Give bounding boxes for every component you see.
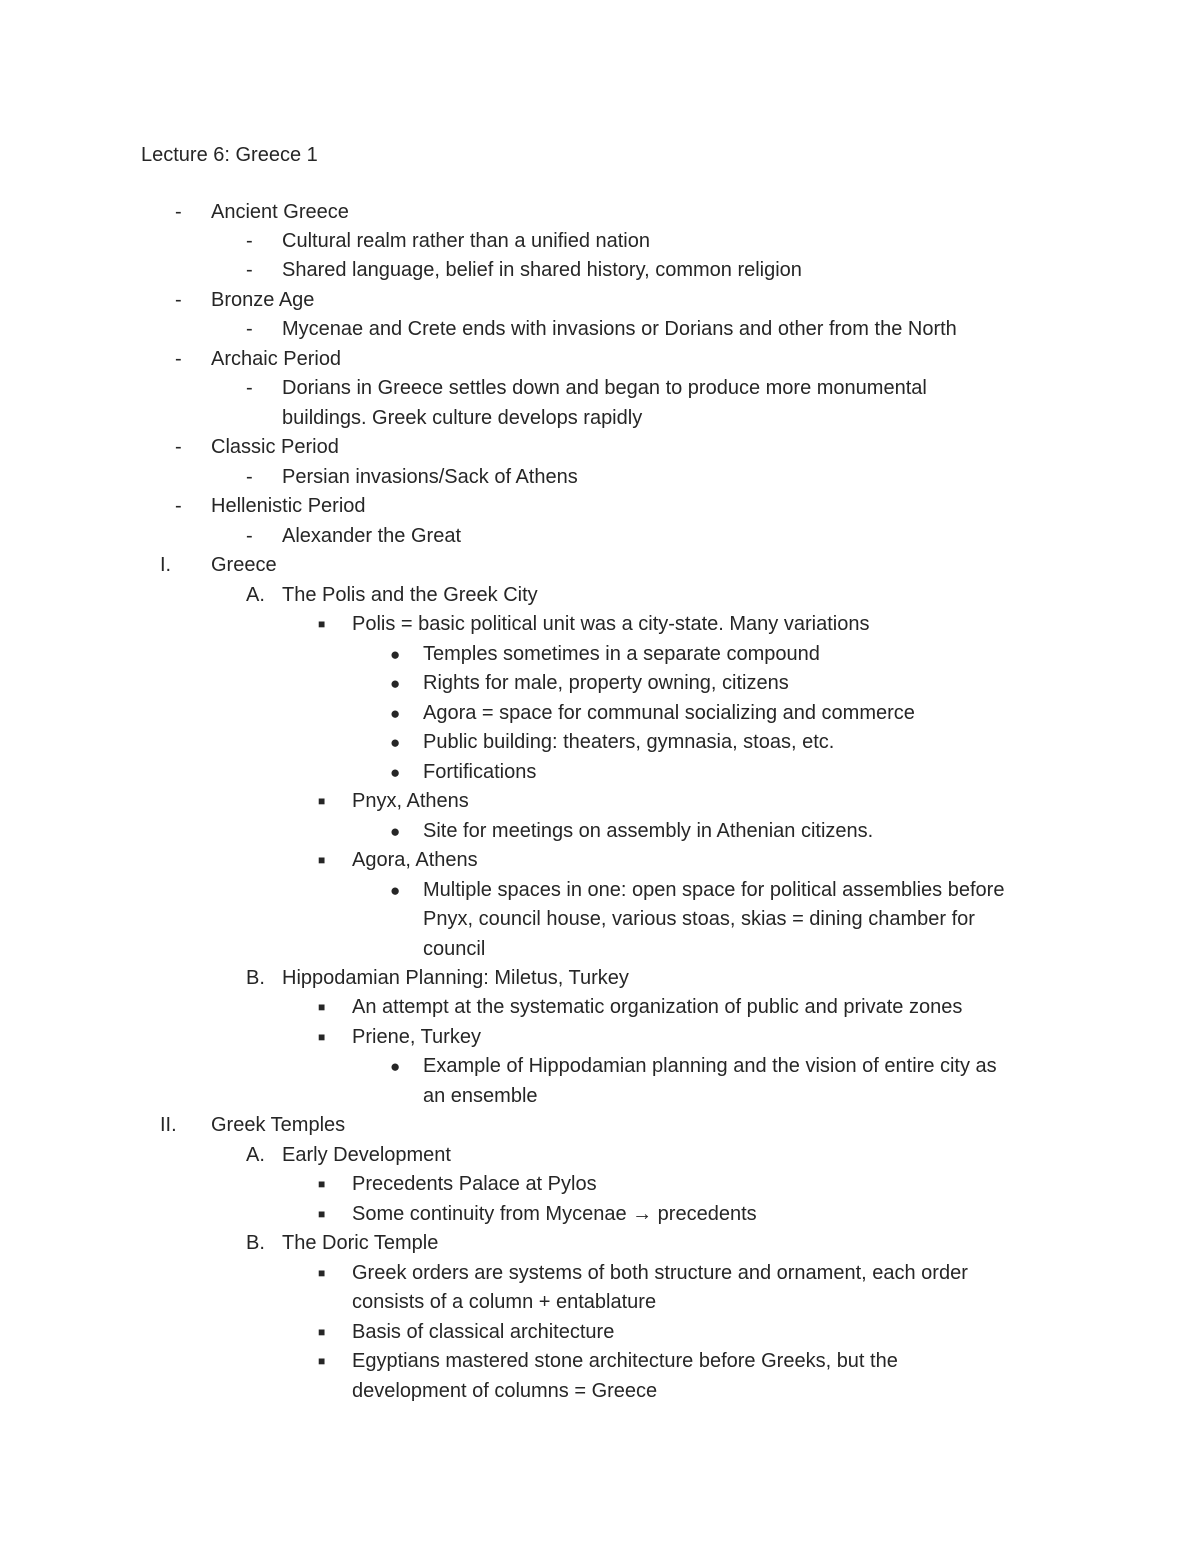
outline-item: [0, 463, 1200, 493]
outline-marker-square: ■: [318, 1029, 326, 1044]
outline-marker-roman: II.: [160, 1114, 177, 1137]
outline-item: [0, 433, 1200, 463]
outline-item-text: Greek Temples: [211, 1114, 346, 1137]
outline-marker-bullet: ●: [390, 821, 401, 841]
outline-item: [0, 374, 1200, 404]
outline-item-text: Temples sometimes in a separate compound: [423, 642, 820, 665]
outline-item: [0, 1259, 1200, 1289]
outline-marker-dash: -: [175, 288, 182, 311]
outline-item: [0, 315, 1200, 345]
outline-marker-bullet: ●: [390, 674, 401, 694]
outline-item-text: Polis = basic political unit was a city-state. Many variations: [352, 613, 870, 636]
outline-item: [0, 1318, 1200, 1348]
outline-item: [0, 846, 1200, 876]
outline-item: [0, 1347, 1200, 1377]
outline-marker-dash: -: [246, 318, 253, 341]
outline-item-text: council: [423, 937, 486, 960]
outline-marker-dash: -: [246, 229, 253, 252]
outline-item-text: Archaic Period: [211, 347, 342, 370]
outline-item: [0, 699, 1200, 729]
outline-marker-alpha: A.: [246, 583, 265, 606]
outline-marker-square: ■: [318, 853, 326, 868]
outline-item: [0, 817, 1200, 847]
outline-item-text: Dorians in Greece settles down and began to produce more monumental: [282, 377, 927, 400]
outline-item-text: Precedents Palace at Pylos: [352, 1173, 597, 1196]
outline-item-text: Greece: [211, 554, 277, 577]
outline-item: [0, 1111, 1200, 1141]
page-title: Lecture 6: Greece 1: [141, 144, 318, 166]
outline-item-text: Multiple spaces in one: open space for political assemblies before: [423, 878, 1005, 901]
outline-item: [0, 1288, 1200, 1318]
outline-item: [0, 1377, 1200, 1407]
outline-item: [0, 640, 1200, 670]
outline-item: [0, 492, 1200, 522]
outline-marker-bullet: ●: [390, 1057, 401, 1077]
outline-item: [0, 345, 1200, 375]
outline-item: [0, 758, 1200, 788]
outline-marker-square: ■: [318, 794, 326, 809]
outline-item: [0, 728, 1200, 758]
outline-item: [0, 1052, 1200, 1082]
outline-item: [0, 905, 1200, 935]
outline-item: [0, 787, 1200, 817]
outline-marker-dash: -: [175, 436, 182, 459]
outline-item-text: Mycenae and Crete ends with invasions or Dorians and other from the North: [282, 318, 957, 341]
outline-item: [0, 286, 1200, 316]
outline-item: [0, 581, 1200, 611]
outline-item: [0, 1200, 1200, 1230]
outline-marker-dash: -: [246, 377, 253, 400]
outline-item-text: Hellenistic Period: [211, 495, 366, 518]
outline-item: [0, 1170, 1200, 1200]
outline-item: [0, 964, 1200, 994]
outline-item-text: Example of Hippodamian planning and the vision of entire city as: [423, 1055, 997, 1078]
outline-marker-dash: -: [175, 495, 182, 518]
outline-marker-roman: I.: [160, 554, 172, 577]
outline-marker-square: ■: [318, 617, 326, 632]
outline-item-text: Persian invasions/Sack of Athens: [282, 465, 578, 488]
outline-item-text: Ancient Greece: [211, 200, 349, 223]
outline-item: [0, 227, 1200, 257]
outline-marker-alpha: B.: [246, 966, 265, 989]
outline-item: [0, 993, 1200, 1023]
outline-item: [0, 551, 1200, 581]
outline-marker-dash: -: [246, 259, 253, 282]
outline-item: [0, 935, 1200, 965]
outline-marker-square: ■: [318, 1206, 326, 1221]
outline-marker-alpha: B.: [246, 1232, 265, 1255]
outline-marker-alpha: A.: [246, 1143, 265, 1166]
outline-item-text: Public building: theaters, gymnasia, stoas, etc.: [423, 731, 835, 754]
outline-marker-dash: -: [246, 524, 253, 547]
outline-marker-bullet: ●: [390, 703, 401, 723]
outline-marker-square: ■: [318, 1177, 326, 1192]
outline-item-text: Early Development: [282, 1143, 451, 1166]
outline-item-text: Rights for male, property owning, citizens: [423, 672, 789, 695]
outline-marker-bullet: ●: [390, 880, 401, 900]
outline-marker-bullet: ●: [390, 762, 401, 782]
outline-item-text: The Polis and the Greek City: [282, 583, 538, 606]
outline-item-text: Hippodamian Planning: Miletus, Turkey: [282, 966, 629, 989]
outline-item-text: an ensemble: [423, 1084, 538, 1107]
outline-item-text: Some continuity from Mycenae → precedents: [352, 1202, 757, 1225]
outline-item-text: Alexander the Great: [282, 524, 461, 547]
outline-marker-dash: -: [246, 465, 253, 488]
outline-item-text: Agora, Athens: [352, 849, 478, 872]
outline-item: [0, 256, 1200, 286]
outline-marker-square: ■: [318, 1354, 326, 1369]
outline-item: [0, 522, 1200, 552]
outline-item: [0, 1229, 1200, 1259]
outline-item: [0, 198, 1200, 228]
outline-item-text: Basis of classical architecture: [352, 1320, 615, 1343]
outline-item: [0, 876, 1200, 906]
outline-item: [0, 1023, 1200, 1053]
outline-item-text: Agora = space for communal socializing and commerce: [423, 701, 915, 724]
outline-marker-square: ■: [318, 1000, 326, 1015]
outline-marker-dash: -: [175, 200, 182, 223]
outline-item: [0, 1141, 1200, 1171]
outline-item-text: Greek orders are systems of both structure and ornament, each order: [352, 1261, 968, 1284]
outline-marker-bullet: ●: [390, 733, 401, 753]
outline-marker-bullet: ●: [390, 644, 401, 664]
outline-item-text: Site for meetings on assembly in Athenian citizens.: [423, 819, 874, 842]
outline-marker-square: ■: [318, 1265, 326, 1280]
outline-item-text: An attempt at the systematic organization of public and private zones: [352, 996, 963, 1019]
outline-item-text: Bronze Age: [211, 288, 315, 311]
outline-item-text: Egyptians mastered stone architecture before Greeks, but the: [352, 1350, 898, 1373]
outline-item-text: Pnyx, council house, various stoas, skias = dining chamber for: [423, 908, 975, 931]
outline-marker-dash: -: [175, 347, 182, 370]
outline-item-text: development of columns = Greece: [352, 1379, 658, 1402]
outline-item-text: Fortifications: [423, 760, 537, 783]
outline-item-text: Priene, Turkey: [352, 1025, 481, 1048]
outline-item-text: Shared language, belief in shared history, common religion: [282, 259, 802, 282]
outline-item-text: Classic Period: [211, 436, 339, 459]
outline-item-text: consists of a column + entablature: [352, 1291, 657, 1314]
outline-item: [0, 669, 1200, 699]
outline-item: [0, 610, 1200, 640]
outline-item-text: The Doric Temple: [282, 1232, 439, 1255]
outline-item-text: buildings. Greek culture develops rapidly: [282, 406, 643, 429]
outline-item-text: Pnyx, Athens: [352, 790, 469, 813]
outline-item-text: Cultural realm rather than a unified nation: [282, 229, 650, 252]
outline-item: [0, 1082, 1200, 1112]
outline-item: [0, 404, 1200, 434]
outline-marker-square: ■: [318, 1324, 326, 1339]
